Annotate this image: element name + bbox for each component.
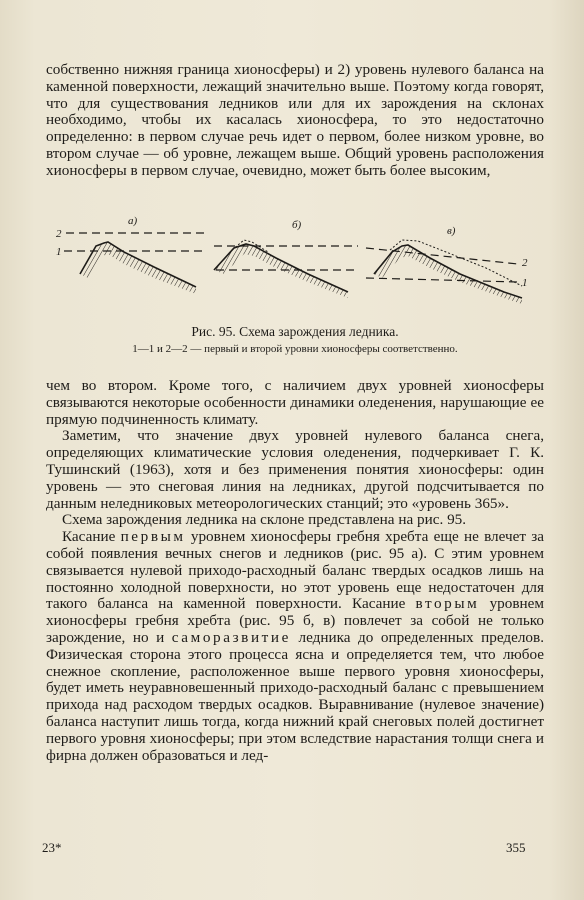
panel-c bbox=[366, 240, 522, 304]
text-run: уровнем хионосферы гребня хребта еще не влечет за собой появления вечных снегов и ледников (рис. 95 а). С этим уровнем связывается нулевой приходо-расходный баланс твердых осадков лишь на постоянно холодной поверхности, но этот уровень еще недостаточен для такого баланса на каменной поверхности. Касание bbox=[46, 528, 544, 613]
paragraph: чем во втором. Кроме того, с наличием двух уровней хионосферы связываются некоторые особенности динамики оледенения, нарушающие ее прямую подчиненность климату. bbox=[46, 377, 544, 428]
level-label-2-right: 2 bbox=[522, 257, 528, 269]
panel-label-a: а) bbox=[128, 215, 138, 227]
figure-caption-title: Рис. 95. Схема зарождения ледника. bbox=[191, 324, 399, 339]
spaced-emphasis: саморазвитие bbox=[171, 628, 291, 646]
paragraph: Схема зарождения ледника на склоне представлена на рис. 95. bbox=[62, 511, 467, 529]
spaced-emphasis: вторым bbox=[415, 595, 480, 613]
paragraph: собственно нижняя граница хионосферы) и 2) уровень нулевого баланса на каменной поверхности, лежащий значительно выше. Поэтому когда говорят, что для существования ледников или для их зарождения на склонах необходимо, чтобы их касалась хионосфера, то это недостаточно определенно: в первом случае речь идет о первом, более низком уровне, во втором случае — об уровне, лежащем выше. Общий уровень расположения хионосферы в первом случае, очевидно, может быть более высоким, bbox=[46, 61, 544, 179]
paragraph bbox=[46, 529, 544, 764]
mountain-ridge-b bbox=[214, 244, 348, 298]
level-1-line-c bbox=[366, 278, 518, 282]
figure-caption-legend: 1—1 и 2—2 — первый и второй уровни хионосферы соответственно. bbox=[132, 343, 458, 355]
level-label-1-right: 1 bbox=[522, 277, 528, 289]
level-label-1-left: 1 bbox=[56, 246, 62, 258]
panel-label-c: в) bbox=[447, 225, 456, 237]
main-text bbox=[46, 378, 544, 764]
top-paragraph bbox=[46, 62, 544, 180]
paragraph: Заметим, что значение двух уровней нулевого баланса снега, определяющих климатические условия оледенения, подчеркивает Г. К. Тушинский (1963), хотя и без применения понятия хионосферы: один уровень — это снеговая линия на ледниках, другой подсчитывается по данным неледниковых метеорологических станций; это «уровень 365». bbox=[46, 427, 544, 512]
panel-label-b: б) bbox=[292, 219, 302, 231]
page-number: 355 bbox=[506, 840, 526, 855]
glacier-scheme-diagram bbox=[46, 212, 544, 322]
panel-a bbox=[64, 233, 206, 294]
spaced-emphasis: первым bbox=[120, 528, 186, 546]
text-run: ледника до определенных пределов. Физическая сторона этого процесса ясна и определяется тем, что любое снежное скопление, расположенное выше первого уровня хионосферы, будет иметь неуравновешенный приходо-расходный баланс с превышением прихода над расходом твердых осадков. Выравнивание (нулевое значение) баланса наступит лишь тогда, когда нижний край снеговых полей достигнет первого уровня хионосферы; при этом вследствие нарастания толщи снега и фирна должен образоваться и лед- bbox=[46, 628, 544, 764]
text-run: Касание bbox=[62, 528, 121, 546]
panel-b bbox=[214, 240, 358, 298]
printer-signature: 23* bbox=[42, 840, 62, 855]
mountain-ridge-a bbox=[80, 242, 196, 294]
level-label-2-left: 2 bbox=[56, 228, 62, 240]
figure-95 bbox=[46, 212, 544, 362]
text-run: уровнем хионосферы гребня хребта (рис. 95 б, в) повлечет за собой не только зарождение, но и bbox=[46, 595, 544, 646]
